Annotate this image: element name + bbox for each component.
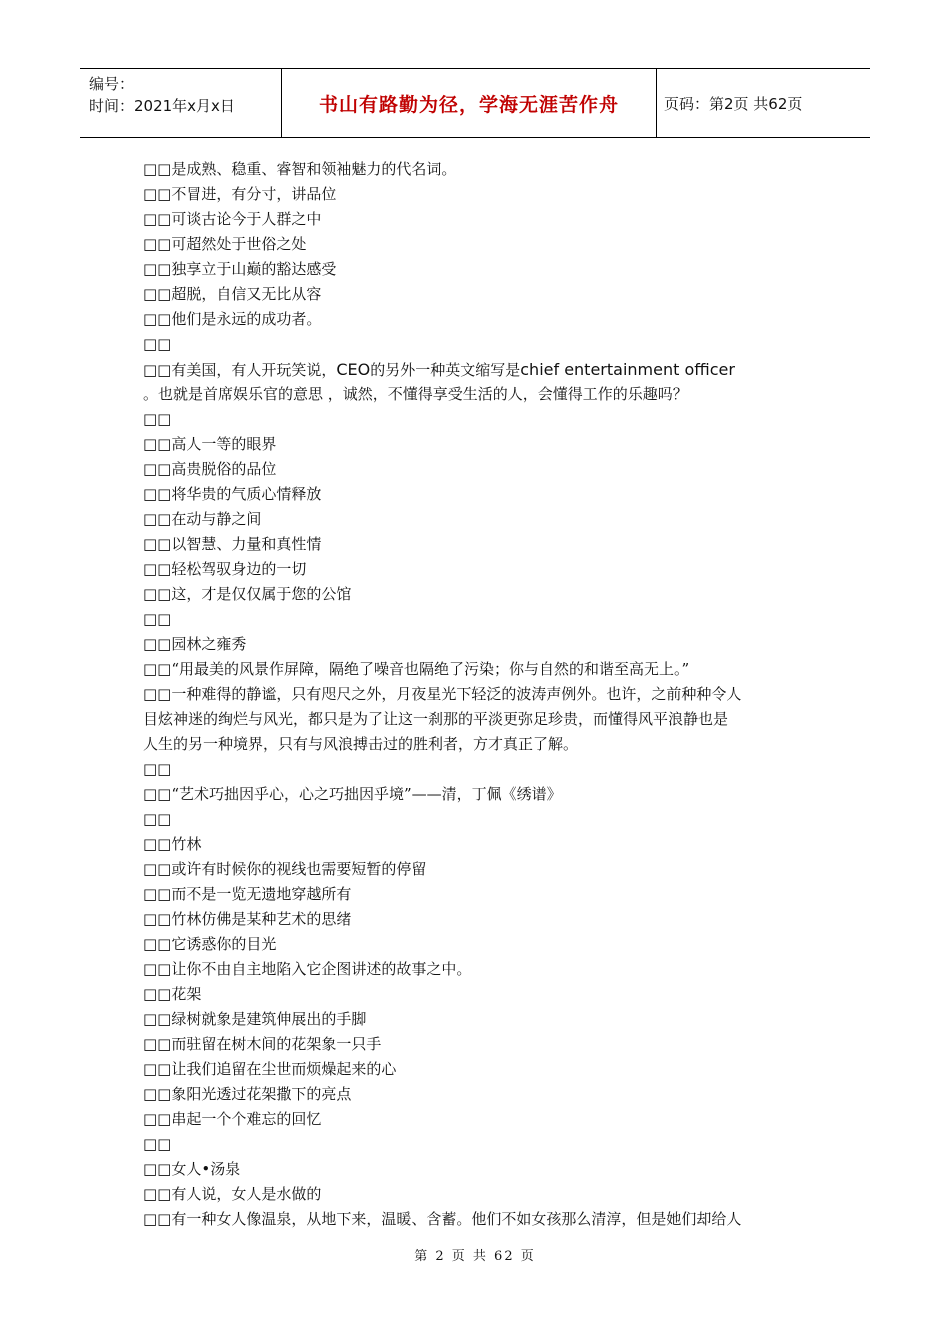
text-line: □□或许有时候你的视线也需要短暂的停留 (143, 860, 427, 878)
text-line: □□高贵脱俗的品位 (143, 460, 277, 478)
text-line: 目炫神迷的绚烂与风光，都只是为了让这一刹那的平淡更弥足珍贵，而懂得风平浪静也是 (143, 710, 729, 728)
header-page-info-cell (657, 69, 870, 137)
doc-number-label: 编号： (89, 75, 135, 93)
text-line: □□ (143, 410, 172, 428)
text-line: □□而不是一览无遗地穿越所有 (143, 885, 352, 903)
header-motto-cell (282, 69, 657, 137)
text-line: □□让我们追留在尘世而烦燥起来的心 (143, 1060, 397, 1078)
text-line: 人生的另一种境界，只有与风浪搏击过的胜利者，方才真正了解。 (143, 735, 579, 753)
text-line: □□这，才是仅仅属于您的公馆 (143, 585, 352, 603)
text-line: □□“艺术巧拙因乎心，心之巧拙因乎境”——清，丁佩《绣谱》 (143, 785, 562, 803)
text-line: □□绿树就象是建筑伸展出的手脚 (143, 1010, 367, 1028)
text-line: □□在动与静之间 (143, 510, 262, 528)
text-line: □□有人说，女人是水做的 (143, 1185, 322, 1203)
text-line: □□他们是永远的成功者。 (143, 310, 322, 328)
text-line: □□一种难得的静谧，只有咫尺之外，月夜星光下轻泛的波涛声例外。也许，之前种种令人 (143, 685, 742, 703)
latin-text: CEO (336, 360, 371, 379)
text-line: □□ (143, 810, 172, 828)
text-line: □□让你不由自主地陷入它企图讲述的故事之中。 (143, 960, 472, 978)
text-line: □□可超然处于世俗之处 (143, 235, 307, 253)
text-line: 。也就是首席娱乐官的意思 ，诚然，不懂得享受生活的人，会懂得工作的乐趣吗？ (143, 385, 688, 403)
text-line: □□以智慧、力量和真性情 (143, 535, 322, 553)
text-line: □□ (143, 760, 172, 778)
text-line: □□独享立于山巅的豁达感受 (143, 260, 337, 278)
text-line: □□竹林 (143, 835, 202, 853)
text-line: □□将华贵的气质心情释放 (143, 485, 322, 503)
text-line: □□ (143, 610, 172, 628)
header-meta (80, 69, 282, 137)
motto: 书山有路勤为径，学海无涯苦作舟 (318, 93, 619, 116)
text-line: □□女人•汤泉 (143, 1160, 241, 1178)
text-line: □□它诱惑你的目光 (143, 935, 277, 953)
text-line: □□不冒进，有分寸，讲品位 (143, 185, 337, 203)
text-line: □□串起一个个难忘的回忆 (143, 1110, 322, 1128)
text-line: □□可谈古论今于人群之中 (143, 210, 322, 228)
text-line: □□ (143, 1135, 172, 1153)
text-line: □□有一种女人像温泉，从地下来，温暖、含蓄。他们不如女孩那么清淳，但是她们却给人 (143, 1210, 742, 1228)
date-label: 时间：2021年x月x日 (89, 97, 235, 115)
text-line: □□是成熟、稳重、睿智和领袖魅力的代名词。 (143, 160, 457, 178)
text-line: □□而驻留在树木间的花架象一只手 (143, 1035, 382, 1053)
text-line: □□高人一等的眼界 (143, 435, 277, 453)
page-info: 页码：第2页 共62页 (664, 94, 803, 113)
text-line: □□“用最美的风景作屏障，隔绝了噪音也隔绝了污染；你与自然的和谐至高无上。” (143, 660, 690, 678)
text-line: □□象阳光透过花架撒下的亮点 (143, 1085, 352, 1103)
text-line: □□轻松驾驭身边的一切 (143, 560, 307, 578)
text-line: □□有美国，有人开玩笑说，CEO的另外一种英文缩写是chief entertainment officer (143, 360, 735, 379)
latin-text: chief entertainment officer (520, 360, 735, 379)
text-line: □□竹林仿佛是某种艺术的思绪 (143, 910, 352, 928)
document-body (143, 157, 813, 1232)
page-header (80, 68, 870, 138)
text-line: □□花架 (143, 985, 202, 1003)
page-footer: 第 2 页 共 62 页 (414, 1249, 536, 1264)
text-line: □□园林之雍秀 (143, 635, 247, 653)
text-line: □□超脱，自信又无比从容 (143, 285, 322, 303)
text-line: □□ (143, 335, 172, 353)
